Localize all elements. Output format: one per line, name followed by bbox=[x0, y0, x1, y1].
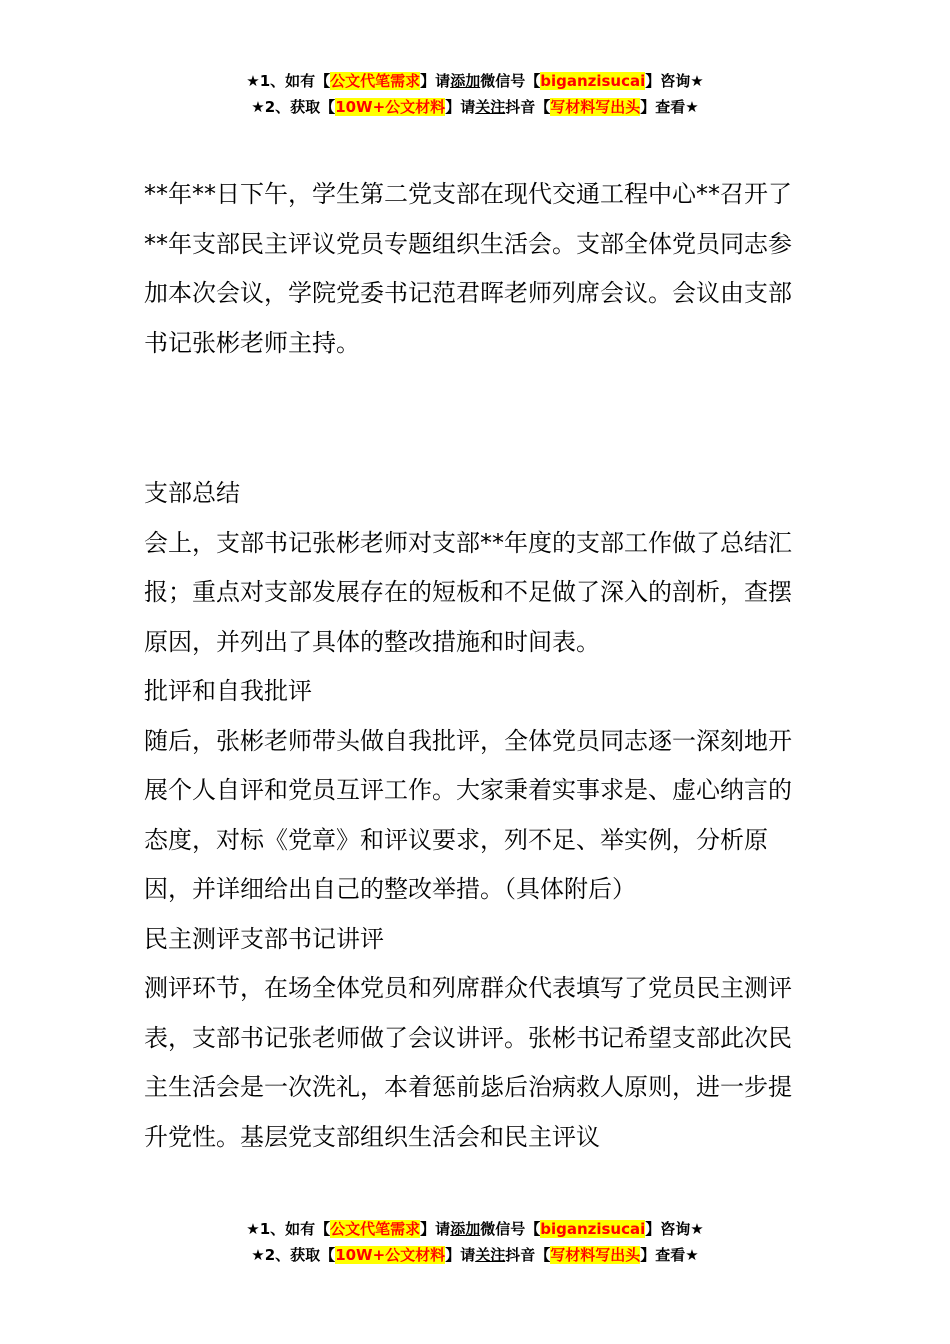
banner-text: 】查看★ bbox=[640, 1246, 699, 1264]
banner-highlight: 10W+公文材料 bbox=[335, 1246, 446, 1264]
banner-line-2 bbox=[0, 1242, 950, 1268]
banner-text: 抖音【 bbox=[505, 1246, 551, 1264]
banner-text: 微信号【 bbox=[480, 1220, 541, 1238]
banner-text: 抖音【 bbox=[505, 98, 551, 116]
banner-text: ★2、获取【 bbox=[251, 1246, 336, 1264]
banner-text: 】请 bbox=[445, 98, 476, 116]
section-paragraph: 会上，支部书记张彬老师对支部**年度的支部工作做了总结汇报；重点对支部发展存在的短板和不足做了深入的剖析，查摆原因，并列出了具体的整改措施和时间表。 bbox=[144, 528, 792, 656]
banner-text: 】咨询★ bbox=[645, 72, 704, 90]
banner-highlight: 10W+公文材料 bbox=[335, 98, 446, 116]
banner-highlight: biganzisucai bbox=[540, 72, 646, 90]
banner-text: ★1、如有【 bbox=[246, 1220, 331, 1238]
banner-text: ★1、如有【 bbox=[246, 72, 331, 90]
banner-text: 】请 bbox=[420, 72, 451, 90]
banner-underlined: 关注 bbox=[475, 98, 506, 116]
banner-highlight: 公文代笔需求 bbox=[330, 1220, 421, 1238]
banner-underlined: 添加 bbox=[450, 72, 481, 90]
footer-banner bbox=[0, 1216, 950, 1268]
banner-highlight: 公文代笔需求 bbox=[330, 72, 421, 90]
banner-line-1 bbox=[0, 68, 950, 94]
banner-text: 】咨询★ bbox=[645, 1220, 704, 1238]
banner-text: 】请 bbox=[420, 1220, 451, 1238]
section-paragraph: 测评环节，在场全体党员和列席群众代表填写了党员民主测评表，支部书记张老师做了会议讲评。张彬书记希望支部此次民主生活会是一次洗礼，本着惩前毖后治病救人原则，进一步提升党性。基层党支部组织生活会和民主评议 bbox=[144, 974, 792, 1151]
document-body bbox=[144, 469, 814, 1162]
section-paragraph: 随后，张彬老师带头做自我批评，全体党员同志逐一深刻地开展个人自评和党员互评工作。大家秉着实事求是、虚心纳言的态度，对标《党章》和评议要求，列不足、举实例，分析原因，并详细给出自己的整改举措。（具体附后） bbox=[144, 726, 792, 903]
header-banner bbox=[0, 68, 950, 120]
banner-text: ★2、获取【 bbox=[251, 98, 336, 116]
banner-text: 】请 bbox=[445, 1246, 476, 1264]
section-heading: 批评和自我批评 bbox=[144, 677, 312, 705]
banner-highlight: biganzisucai bbox=[540, 1220, 646, 1238]
banner-line-2 bbox=[0, 94, 950, 120]
banner-highlight: 写材料写出头 bbox=[550, 1246, 641, 1264]
section-heading: 民主测评支部书记讲评 bbox=[144, 924, 384, 953]
intro-paragraph: **年**日下午，学生第二党支部在现代交通工程中心**召开了**年支部民主评议党员专题组织生活会。支部全体党员同志参加本次会议，学院党委书记范君晖老师列席会议。会议由支部书记张彬老师主持。 bbox=[144, 180, 792, 357]
intro-section bbox=[144, 170, 814, 368]
banner-underlined: 关注 bbox=[475, 1246, 506, 1264]
banner-text: 微信号【 bbox=[480, 72, 541, 90]
banner-underlined: 添加 bbox=[450, 1220, 481, 1238]
banner-highlight: 写材料写出头 bbox=[550, 98, 641, 116]
section-heading: 支部总结 bbox=[144, 479, 240, 507]
banner-line-1 bbox=[0, 1216, 950, 1242]
banner-text: 】查看★ bbox=[640, 98, 699, 116]
